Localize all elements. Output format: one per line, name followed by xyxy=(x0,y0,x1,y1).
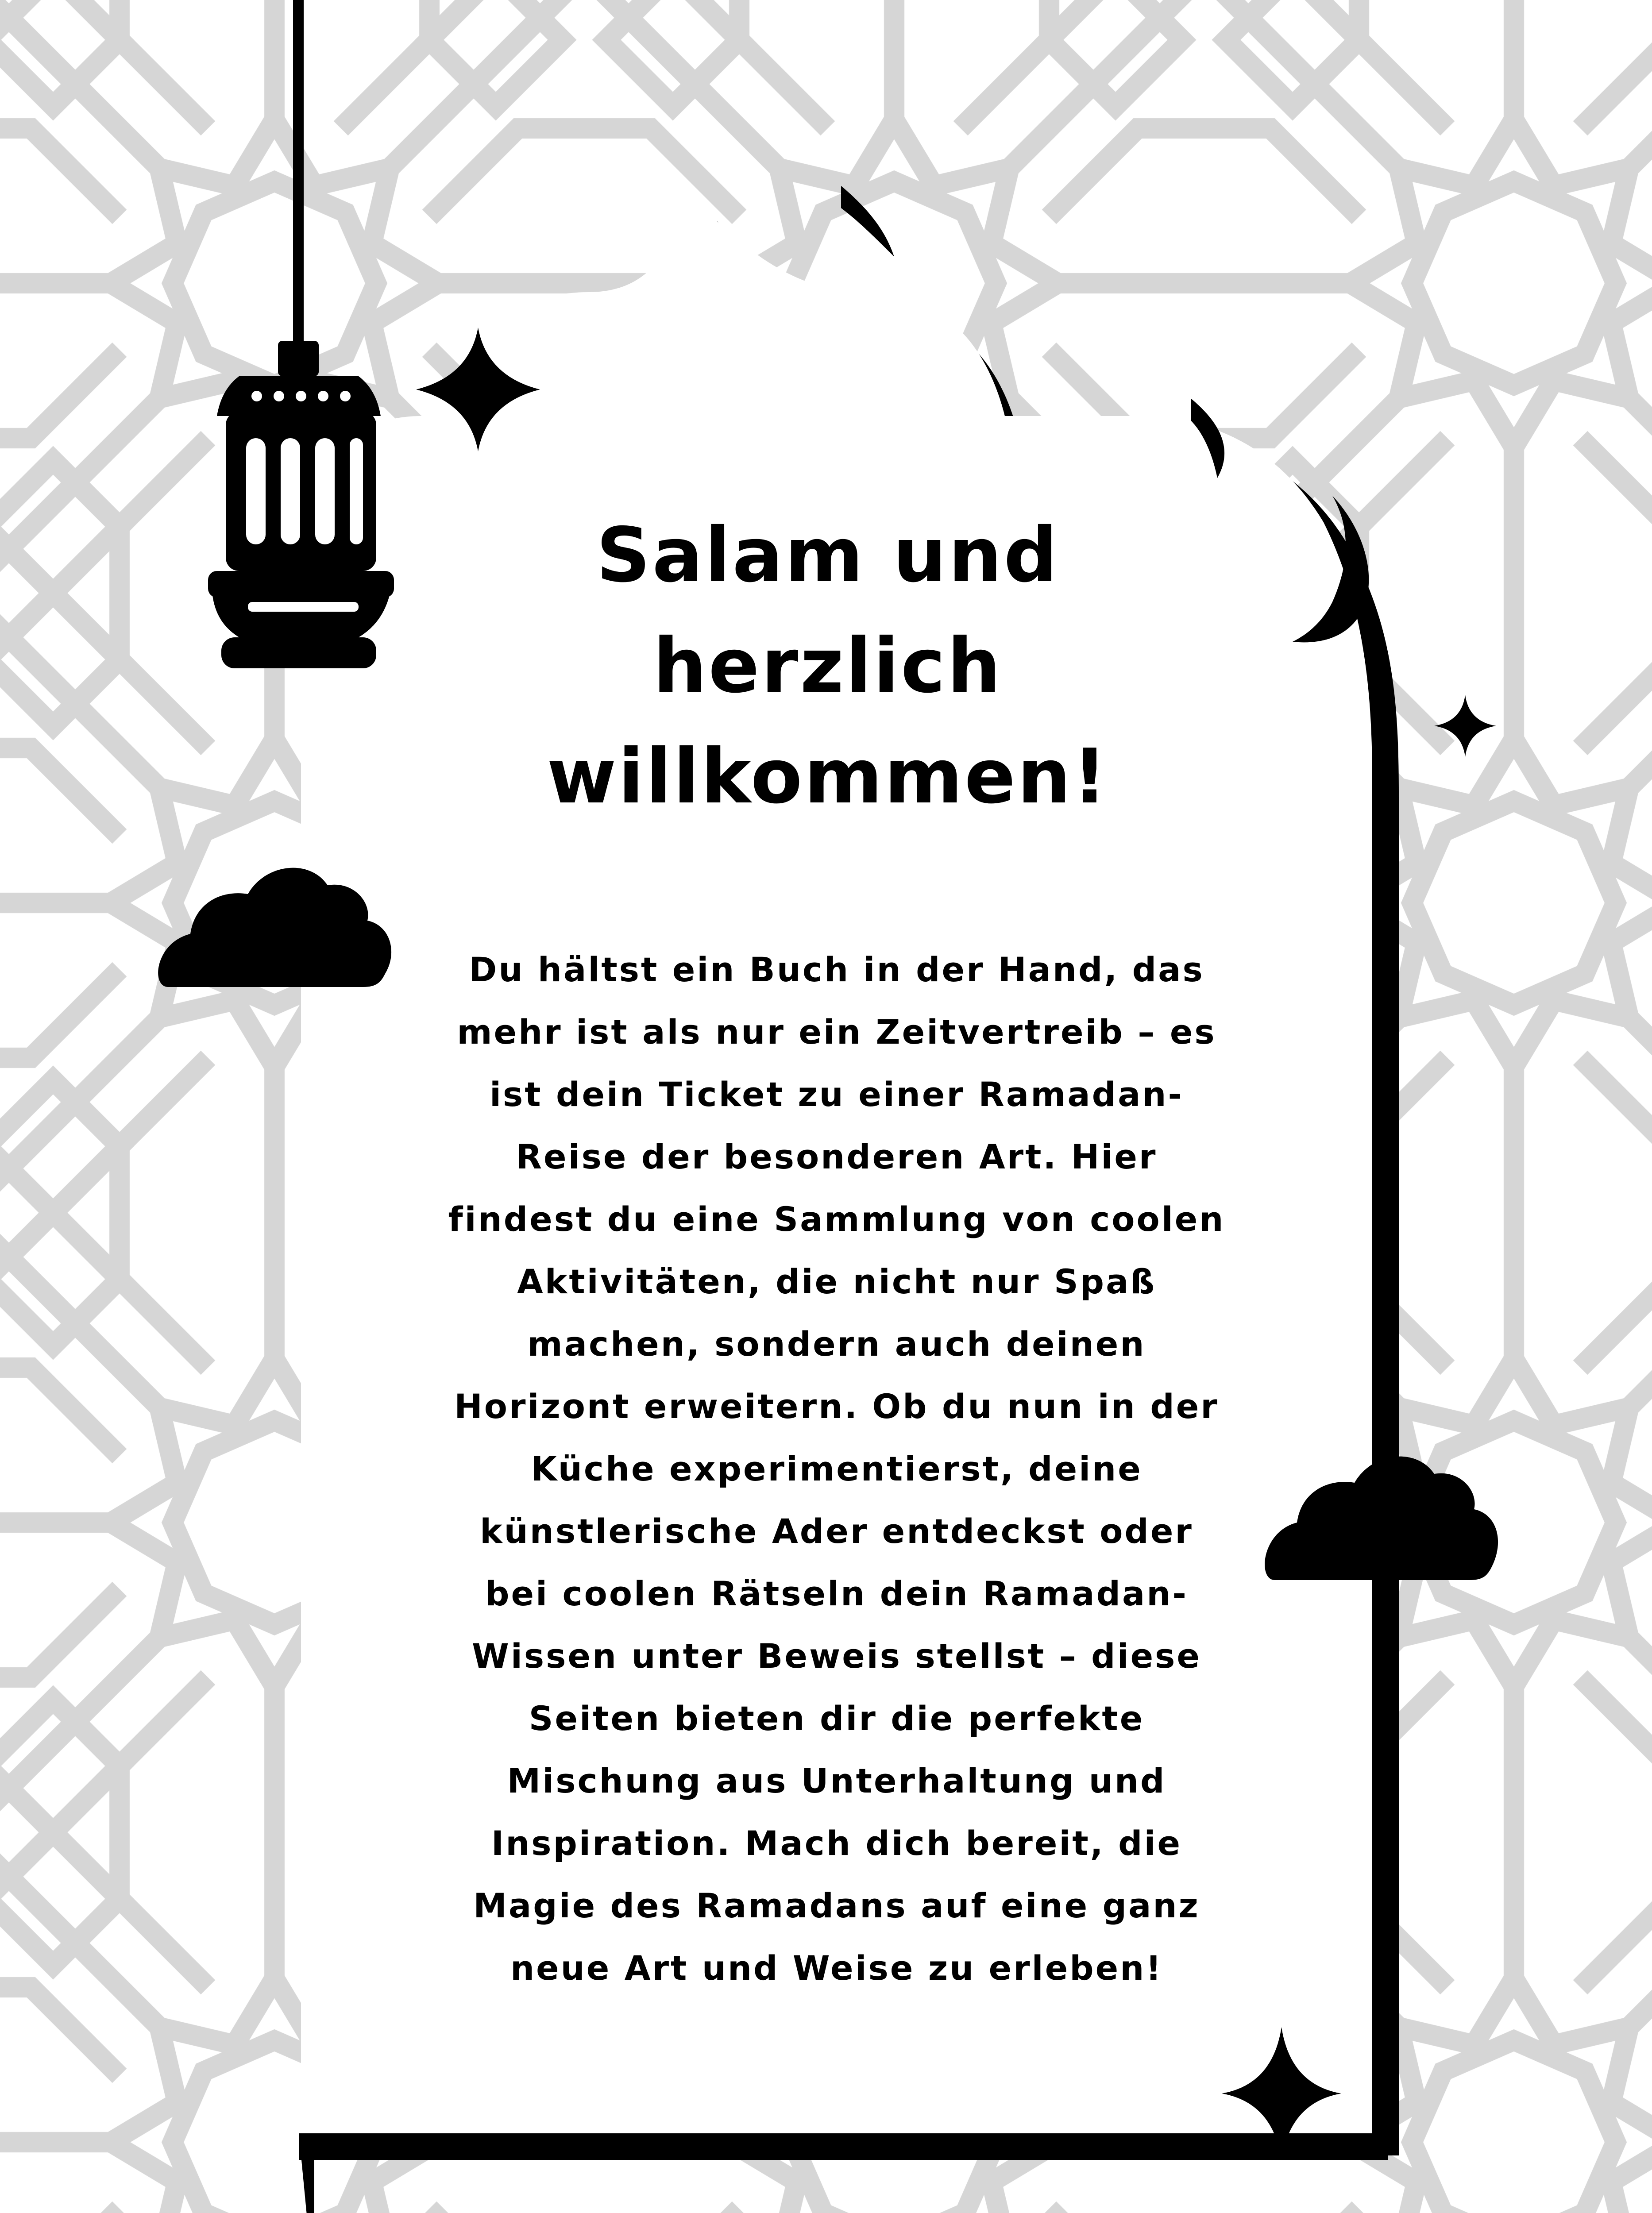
paragraph-line: Du hältst ein Buch in der Hand, das xyxy=(469,950,1204,989)
page-title xyxy=(500,500,1155,832)
title-line: herzlich xyxy=(653,622,1003,710)
paragraph-line: machen, sondern auch deinen xyxy=(527,1324,1146,1364)
title-line: Salam und xyxy=(596,512,1060,599)
sparkle-star-icon xyxy=(1434,695,1496,757)
paragraph-line: Aktivitäten, die nicht nur Spaß xyxy=(517,1262,1157,1301)
paragraph-line: Wissen unter Beweis stellst – diese xyxy=(472,1636,1201,1676)
paragraph-line: Küche experimentierst, deine xyxy=(531,1449,1143,1488)
paragraph-line: Reise der besonderen Art. Hier xyxy=(516,1137,1158,1176)
paragraph-line: neue Art und Weise zu erleben! xyxy=(510,1948,1163,1988)
paragraph-line: künstlerische Ader entdeckst oder xyxy=(480,1511,1193,1551)
arch-base-bar xyxy=(299,2133,1388,2160)
paragraph-line: Magie des Ramadans auf eine ganz xyxy=(473,1886,1200,1925)
paragraph-line: mehr ist als nur ein Zeitvertreib – es xyxy=(457,1012,1216,1052)
paragraph-line: Mischung aus Unterhaltung und xyxy=(507,1761,1166,1800)
crescent-moon-icon xyxy=(841,186,894,257)
hanging-lantern-icon xyxy=(208,0,394,668)
paragraph-line: Seiten bieten dir die perfekte xyxy=(529,1699,1145,1738)
paragraph-line: Inspiration. Mach dich bereit, die xyxy=(491,1824,1182,1863)
intro-paragraph xyxy=(390,938,1284,1999)
paragraph-line: bei coolen Rätseln dein Ramadan- xyxy=(485,1574,1188,1613)
paragraph-line: Horizont erweitern. Ob du nun in der xyxy=(454,1387,1219,1426)
title-line: willkommen! xyxy=(547,733,1109,821)
paragraph-line: findest du eine Sammlung von coolen xyxy=(448,1199,1225,1239)
paragraph-line: ist dein Ticket zu einer Ramadan- xyxy=(489,1075,1184,1114)
